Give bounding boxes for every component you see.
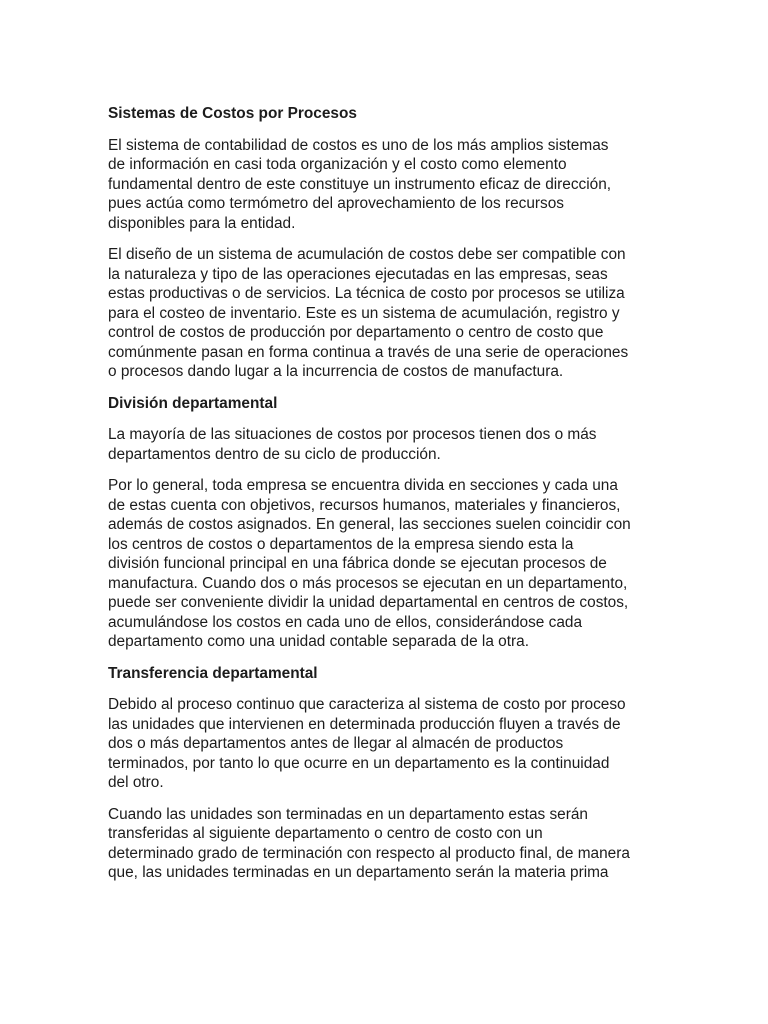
- text-line: terminados, por tanto lo que ocurre en un departamento es la continuidad: [108, 754, 610, 772]
- text-line: de información en casi toda organización y el costo como elemento: [108, 156, 567, 173]
- text-line: departamento como una unidad contable separada de la otra.: [108, 633, 529, 650]
- paragraph: [108, 695, 664, 793]
- paragraph: [108, 476, 664, 652]
- text-line: estas productivas o de servicios. La técnica de costo por procesos se utiliza: [108, 285, 625, 302]
- text-line: comúnmente pasan en forma continua a través de una serie de operaciones: [108, 343, 629, 361]
- text-line: o procesos dando lugar a la incurrencia de costos de manufactura.: [108, 363, 564, 380]
- text-line: que, las unidades terminadas en un departamento serán la materia prima: [108, 864, 609, 881]
- text-line: departamentos dentro de su ciclo de producción.: [108, 445, 441, 463]
- text-line: manufactura. Cuando dos o más procesos se ejecutan en un departamento,: [108, 574, 628, 592]
- text-line: las unidades que intervienen en determinada producción fluyen a través de: [108, 715, 621, 733]
- text-line: además de costos asignados. En general, las secciones suelen coincidir con: [108, 516, 631, 533]
- text-line: para el costeo de inventario. Este es un sistema de acumulación, registro y: [108, 304, 620, 322]
- section-heading: Transferencia departamental: [108, 664, 318, 682]
- text-line: Por lo general, toda empresa se encuentra divida en secciones y cada una: [108, 477, 618, 494]
- text-line: de estas cuenta con objetivos, recursos humanos, materiales y financieros,: [108, 496, 621, 514]
- document-page: [108, 104, 664, 895]
- text-line: El sistema de contabilidad de costos es uno de los más amplios sistemas: [108, 136, 609, 154]
- text-line: los centros de costos o departamentos de la empresa siendo esta la: [108, 535, 574, 553]
- text-line: fundamental dentro de este constituye un instrumento eficaz de dirección,: [108, 175, 612, 193]
- text-line: determinado grado de terminación con respecto al producto final, de manera: [108, 844, 630, 862]
- section-heading: División departamental: [108, 394, 278, 412]
- text-line: transferidas al siguiente departamento o centro de costo con un: [108, 825, 543, 842]
- paragraph: [108, 136, 664, 234]
- text-line: disponibles para la entidad.: [108, 214, 296, 232]
- text-line: la naturaleza y tipo de las operaciones ejecutadas en las empresas, seas: [108, 265, 608, 283]
- text-line: Cuando las unidades son terminadas en un departamento estas serán: [108, 805, 588, 823]
- text-line: puede ser conveniente dividir la unidad departamental en centros de costos,: [108, 594, 629, 611]
- text-line: pues actúa como termómetro del aprovechamiento de los recursos: [108, 195, 564, 212]
- text-line: acumulándose los costos en cada uno de ellos, considerándose cada: [108, 613, 583, 631]
- text-line: control de costos de producción por departamento o centro de costo que: [108, 324, 604, 341]
- paragraph: [108, 425, 664, 464]
- text-line: división funcional principal en una fábrica donde se ejecutan procesos de: [108, 555, 607, 572]
- text-line: dos o más departamentos antes de llegar al almacén de productos: [108, 735, 564, 752]
- section-heading: Sistemas de Costos por Procesos: [108, 105, 357, 122]
- paragraph: [108, 805, 664, 883]
- text-line: La mayoría de las situaciones de costos por procesos tienen dos o más: [108, 426, 597, 443]
- text-line: Debido al proceso continuo que caracteriza al sistema de costo por proceso: [108, 696, 626, 713]
- paragraph: [108, 245, 664, 382]
- text-line: El diseño de un sistema de acumulación de costos debe ser compatible con: [108, 246, 626, 263]
- text-line: del otro.: [108, 774, 164, 791]
